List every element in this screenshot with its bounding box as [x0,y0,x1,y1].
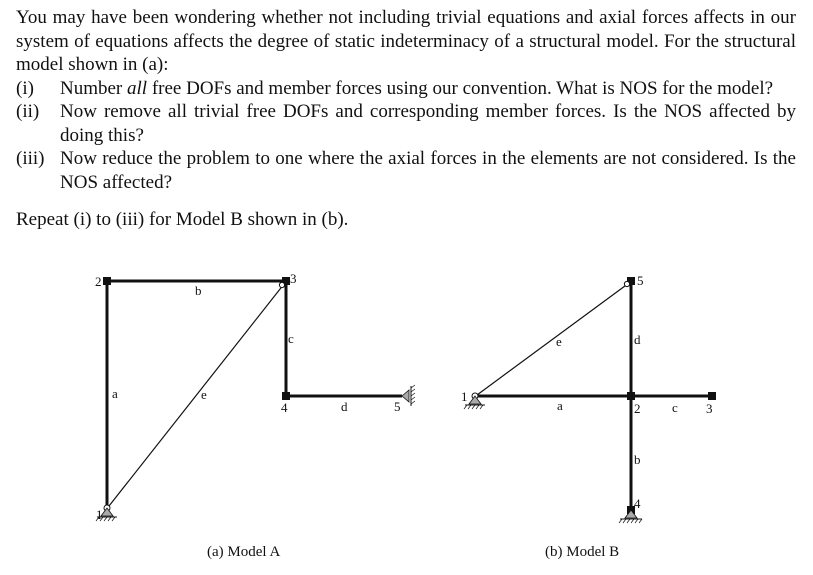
item-text-post: free DOFs and member forces using our convention. What is NOS for the model? [147,77,774,99]
model-a-diagram [95,271,415,560]
joint-3 [708,392,716,400]
joint-4 [282,392,290,400]
node-label: 5 [637,273,644,288]
item-body: Now reduce the problem to one where the axial forces in the elements are not considered. Is the NOS affected? [60,148,796,193]
item-body: Now remove all trivial free DOFs and corresponding member forces. Is the NOS affected by doing this? [60,101,796,146]
joint-2 [627,392,635,400]
member-label: e [556,334,562,349]
node-label: 4 [634,496,641,511]
member-e [477,283,629,395]
node-label: 3 [290,271,297,286]
caption-model-b: (b) Model B [545,544,620,560]
intro-line-1: You may have been wondering whether not including trivial equations and axial forces [16,7,689,28]
fixed-support-4 [619,510,642,523]
roller-support-5 [402,385,415,406]
member-label: a [557,398,563,413]
member-label: d [341,399,348,414]
member-label: c [288,331,294,346]
intro-line-2: affects in our system of equations affects the degree of static indeterminacy of a [16,7,797,52]
repeat-instruction: Repeat (i) to (iii) for Model B shown in (b). [16,209,349,230]
joint-2 [103,277,111,285]
item-number: (ii) [16,101,40,122]
hinge-e-top [624,281,629,286]
member-label: b [634,452,641,467]
member-label: e [201,387,207,402]
node-label: 1 [461,389,468,404]
node-label: 2 [634,401,641,416]
member-e [109,284,284,506]
member-label: b [195,283,202,298]
node-label: 1 [96,507,103,522]
node-label: 4 [281,400,288,415]
node-label: 2 [95,274,102,289]
item-text-emphasis: all [127,77,148,99]
model-b-diagram [461,273,716,560]
member-label: d [634,332,641,347]
member-label: c [672,400,678,415]
hinge-e-top [279,282,284,287]
item-number: (i) [16,77,34,99]
caption-model-a: (a) Model A [207,544,281,560]
intro-line-3: structural model. For the structural model shown in (a): [16,30,797,75]
member-label: a [112,386,118,401]
node-label: 3 [706,401,713,416]
node-label: 5 [394,399,401,414]
item-number: (iii) [16,148,45,169]
item-text-pre: Number [60,77,128,99]
